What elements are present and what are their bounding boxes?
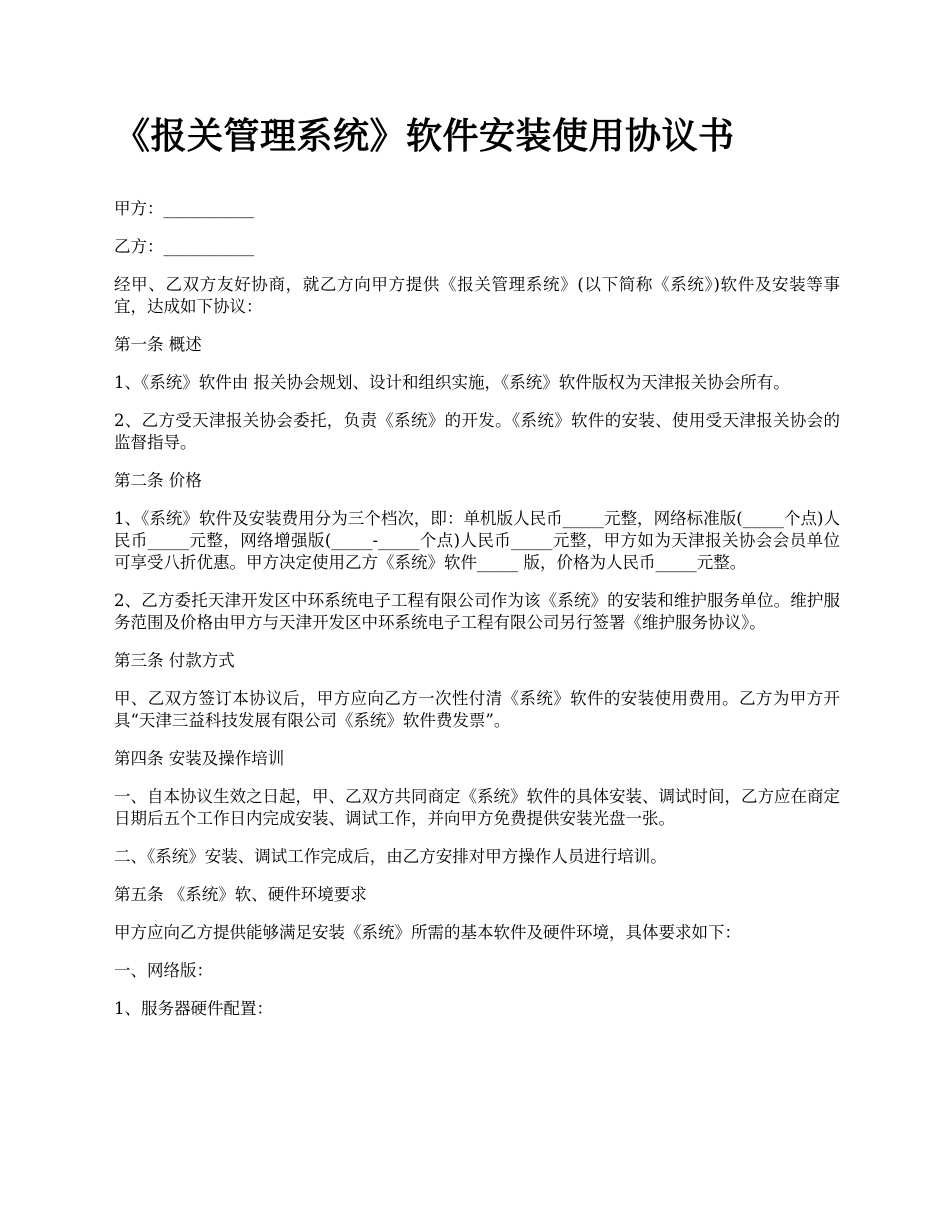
body-paragraph: 二、《系统》安装、调试工作完成后，由乙方安排对甲方操作人员进行培训。 [114, 847, 667, 866]
document-page [114, 112, 840, 1036]
body-paragraph: 2、乙方受天津报关协会委托，负责《系统》的开发。《系统》软件的安装、使用受天津报关协会的监督指导。 [114, 411, 840, 452]
body-paragraph: 一、网络版： [114, 961, 213, 980]
section-heading: 第四条 安装及操作培训 [114, 749, 285, 768]
body-paragraph: 1、服务器硬件配置： [114, 999, 273, 1018]
body-paragraph: 2、乙方委托天津开发区中环系统电子工程有限公司作为该《系统》的安装和维护服务单位。维护服务范围及价格由甲方与天津开发区中环系统电子工程有限公司另行签署《维护服务协议》。 [114, 591, 840, 632]
section-heading: 第二条 价格 [114, 471, 202, 490]
body-paragraph: 甲、乙双方签订本协议后，甲方应向乙方一次性付清《系统》软件的安装使用费用。乙方为甲方开具“天津三益科技发展有限公司《系统》软件费发票”。 [114, 689, 840, 730]
document-title: 《报关管理系统》软件安装使用协议书 [114, 115, 735, 157]
party-a-line: 甲方：___________ [114, 199, 255, 218]
section-heading: 第三条 付款方式 [114, 651, 235, 670]
intro-paragraph: 经甲、乙双方友好协商，就乙方向甲方提供《报关管理系统》(以下简称《系统》)软件及安装等事宜，达成如下协议： [114, 275, 840, 316]
party-b-line: 乙方：___________ [114, 237, 255, 256]
body-paragraph: 一、自本协议生效之日起，甲、乙双方共同商定《系统》软件的具体安装、调试时间，乙方应在商定日期后五个工作日内完成安装、调试工作，并向甲方免费提供安装光盘一张。 [114, 787, 840, 828]
section-heading: 第五条 《系统》软、硬件环境要求 [114, 885, 367, 904]
body-paragraph: 1、《系统》软件由 报关协会规划、设计和组织实施，《系统》软件版权为天津报关协会所有。 [114, 373, 790, 392]
body-paragraph: 1、《系统》软件及安装费用分为三个档次，即：单机版人民币_____元整，网络标准版(_____个点)人民币_____元整，网络增强版(_____-_____个点)人民币_____元整，甲方如为天津报关协会会员单位可享受八折优惠。甲方决定使用乙方《系统》软件_____ 版，价格为人民币_____元整。 [114, 509, 840, 572]
section-heading: 第一条 概述 [114, 335, 202, 354]
body-paragraph: 甲方应向乙方提供能够满足安装《系统》所需的基本软件及硬件环境，具体要求如下： [114, 923, 741, 942]
